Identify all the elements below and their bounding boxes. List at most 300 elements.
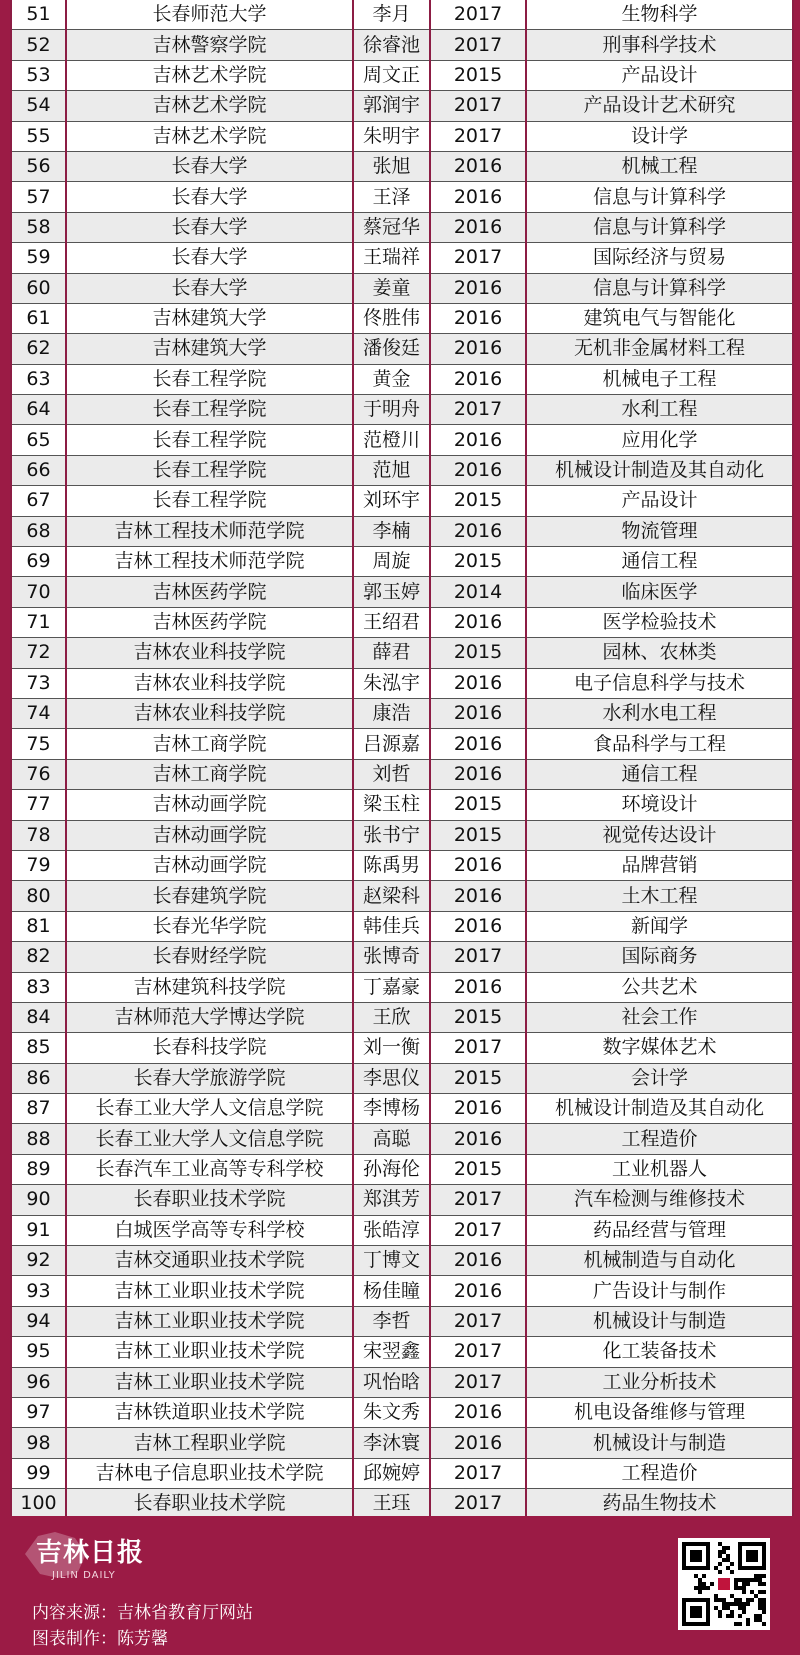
rank-cell: 52	[11, 30, 66, 60]
student-name-cell: 康浩	[353, 698, 430, 728]
school-cell: 吉林工业职业技术学院	[66, 1337, 353, 1367]
newspaper-logo-subtitle: JILIN DAILY	[52, 1570, 116, 1581]
major-cell: 工业分析技术	[526, 1367, 793, 1397]
school-cell: 吉林工商学院	[66, 759, 353, 789]
rank-cell: 84	[11, 1002, 66, 1032]
school-cell: 长春师范大学	[66, 0, 353, 30]
table-row	[11, 1033, 793, 1063]
year-cell: 2016	[430, 668, 526, 698]
school-cell: 吉林建筑大学	[66, 334, 353, 364]
school-cell: 吉林工程技术师范学院	[66, 516, 353, 546]
school-cell: 吉林师范大学博达学院	[66, 1002, 353, 1032]
table-row	[11, 121, 793, 151]
major-cell: 产品设计	[526, 60, 793, 90]
year-cell: 2016	[430, 425, 526, 455]
year-cell: 2017	[430, 1306, 526, 1336]
year-cell: 2017	[430, 0, 526, 30]
school-cell: 吉林农业科技学院	[66, 638, 353, 668]
table-row	[11, 729, 793, 759]
school-cell: 吉林建筑大学	[66, 303, 353, 333]
school-cell: 吉林农业科技学院	[66, 668, 353, 698]
table-row	[11, 759, 793, 789]
rank-cell: 59	[11, 243, 66, 273]
table-row	[11, 1276, 793, 1306]
student-name-cell: 孙海伦	[353, 1154, 430, 1184]
school-cell: 长春工程学院	[66, 364, 353, 394]
major-cell: 通信工程	[526, 759, 793, 789]
rank-cell: 85	[11, 1033, 66, 1063]
school-cell: 吉林动画学院	[66, 790, 353, 820]
year-cell: 2017	[430, 1215, 526, 1245]
student-name-cell: 范旭	[353, 455, 430, 485]
rank-cell: 87	[11, 1094, 66, 1124]
year-cell: 2016	[430, 1124, 526, 1154]
major-cell: 药品经营与管理	[526, 1215, 793, 1245]
rank-cell: 54	[11, 91, 66, 121]
student-name-cell: 李楠	[353, 516, 430, 546]
table-row	[11, 1397, 793, 1427]
year-cell: 2015	[430, 1154, 526, 1184]
rank-cell: 86	[11, 1063, 66, 1093]
rank-cell: 62	[11, 334, 66, 364]
major-cell: 机械工程	[526, 151, 793, 181]
table-body	[11, 0, 793, 1519]
student-name-cell: 刘环宇	[353, 486, 430, 516]
school-cell: 长春职业技术学院	[66, 1185, 353, 1215]
school-cell: 吉林工商学院	[66, 729, 353, 759]
major-cell: 临床医学	[526, 577, 793, 607]
student-name-cell: 巩怡晗	[353, 1367, 430, 1397]
table-row	[11, 91, 793, 121]
rank-cell: 100	[11, 1489, 66, 1519]
major-cell: 机械设计制造及其自动化	[526, 1094, 793, 1124]
major-cell: 设计学	[526, 121, 793, 151]
student-name-cell: 李哲	[353, 1306, 430, 1336]
major-cell: 医学检验技术	[526, 607, 793, 637]
school-cell: 吉林工程职业学院	[66, 1428, 353, 1458]
table-row	[11, 425, 793, 455]
major-cell: 汽车检测与维修技术	[526, 1185, 793, 1215]
rank-cell: 72	[11, 638, 66, 668]
student-name-cell: 韩佳兵	[353, 911, 430, 941]
table-row	[11, 881, 793, 911]
school-cell: 长春大学旅游学院	[66, 1063, 353, 1093]
student-name-cell: 梁玉柱	[353, 790, 430, 820]
student-name-cell: 张皓淳	[353, 1215, 430, 1245]
rank-cell: 67	[11, 486, 66, 516]
student-name-cell: 赵梁科	[353, 881, 430, 911]
rank-cell: 96	[11, 1367, 66, 1397]
school-cell: 长春工程学院	[66, 486, 353, 516]
major-cell: 无机非金属材料工程	[526, 334, 793, 364]
student-name-cell: 王泽	[353, 182, 430, 212]
student-name-cell: 潘俊廷	[353, 334, 430, 364]
school-cell: 吉林工业职业技术学院	[66, 1306, 353, 1336]
footer	[0, 1516, 800, 1655]
year-cell: 2016	[430, 850, 526, 880]
rank-cell: 64	[11, 395, 66, 425]
year-cell: 2017	[430, 1367, 526, 1397]
year-cell: 2016	[430, 364, 526, 394]
student-name-cell: 李博杨	[353, 1094, 430, 1124]
table-row	[11, 607, 793, 637]
rank-cell: 73	[11, 668, 66, 698]
table-row	[11, 212, 793, 242]
major-cell: 园林、农林类	[526, 638, 793, 668]
student-name-cell: 邱婉婷	[353, 1458, 430, 1488]
major-cell: 广告设计与制作	[526, 1276, 793, 1306]
student-name-cell: 刘一衡	[353, 1033, 430, 1063]
rank-cell: 98	[11, 1428, 66, 1458]
school-cell: 吉林工程技术师范学院	[66, 547, 353, 577]
rank-cell: 60	[11, 273, 66, 303]
rank-cell: 78	[11, 820, 66, 850]
student-name-cell: 王珏	[353, 1489, 430, 1519]
student-name-cell: 朱文秀	[353, 1397, 430, 1427]
student-name-cell: 宋翌鑫	[353, 1337, 430, 1367]
table-row	[11, 303, 793, 333]
rank-cell: 51	[11, 0, 66, 30]
rank-cell: 61	[11, 303, 66, 333]
year-cell: 2015	[430, 486, 526, 516]
year-cell: 2017	[430, 91, 526, 121]
school-cell: 长春工程学院	[66, 395, 353, 425]
table-row	[11, 60, 793, 90]
school-cell: 吉林工业职业技术学院	[66, 1367, 353, 1397]
student-name-cell: 陈禹男	[353, 850, 430, 880]
major-cell: 生物科学	[526, 0, 793, 30]
table-row	[11, 1458, 793, 1488]
table-row	[11, 820, 793, 850]
table-row	[11, 547, 793, 577]
rank-cell: 79	[11, 850, 66, 880]
rank-cell: 71	[11, 607, 66, 637]
school-cell: 吉林动画学院	[66, 820, 353, 850]
table-row	[11, 182, 793, 212]
major-cell: 机械电子工程	[526, 364, 793, 394]
major-cell: 化工装备技术	[526, 1337, 793, 1367]
rank-cell: 63	[11, 364, 66, 394]
table-row	[11, 1428, 793, 1458]
table-row	[11, 698, 793, 728]
school-cell: 吉林艺术学院	[66, 60, 353, 90]
table-row	[11, 364, 793, 394]
rank-cell: 70	[11, 577, 66, 607]
year-cell: 2016	[430, 881, 526, 911]
student-name-cell: 郑淇芳	[353, 1185, 430, 1215]
major-cell: 水利水电工程	[526, 698, 793, 728]
content-source: 内容来源：吉林省教育厅网站	[32, 1603, 253, 1623]
major-cell: 水利工程	[526, 395, 793, 425]
table-row	[11, 911, 793, 941]
student-name-cell: 李沐寰	[353, 1428, 430, 1458]
year-cell: 2017	[430, 121, 526, 151]
table-row	[11, 334, 793, 364]
major-cell: 工程造价	[526, 1458, 793, 1488]
rank-cell: 83	[11, 972, 66, 1002]
major-cell: 土木工程	[526, 881, 793, 911]
student-name-cell: 张书宁	[353, 820, 430, 850]
student-name-cell: 郭润宇	[353, 91, 430, 121]
table-row	[11, 1002, 793, 1032]
major-cell: 国际经济与贸易	[526, 243, 793, 273]
major-cell: 机电设备维修与管理	[526, 1397, 793, 1427]
table-row	[11, 1489, 793, 1519]
year-cell: 2016	[430, 698, 526, 728]
rank-cell: 74	[11, 698, 66, 728]
rank-cell: 76	[11, 759, 66, 789]
major-cell: 信息与计算科学	[526, 182, 793, 212]
school-cell: 长春汽车工业高等专科学校	[66, 1154, 353, 1184]
major-cell: 应用化学	[526, 425, 793, 455]
major-cell: 建筑电气与智能化	[526, 303, 793, 333]
year-cell: 2015	[430, 1002, 526, 1032]
school-cell: 吉林艺术学院	[66, 91, 353, 121]
year-cell: 2016	[430, 182, 526, 212]
school-cell: 长春大学	[66, 273, 353, 303]
school-cell: 长春大学	[66, 243, 353, 273]
year-cell: 2014	[430, 577, 526, 607]
major-cell: 通信工程	[526, 547, 793, 577]
year-cell: 2016	[430, 151, 526, 181]
major-cell: 物流管理	[526, 516, 793, 546]
school-cell: 吉林工业职业技术学院	[66, 1276, 353, 1306]
school-cell: 长春建筑学院	[66, 881, 353, 911]
year-cell: 2016	[430, 455, 526, 485]
table-row	[11, 668, 793, 698]
student-name-cell: 王瑞祥	[353, 243, 430, 273]
table-row	[11, 972, 793, 1002]
table-row	[11, 1063, 793, 1093]
student-name-cell: 薛君	[353, 638, 430, 668]
school-cell: 吉林铁道职业技术学院	[66, 1397, 353, 1427]
rank-cell: 66	[11, 455, 66, 485]
qr-code-icon[interactable]	[678, 1538, 770, 1630]
year-cell: 2016	[430, 607, 526, 637]
school-cell: 长春财经学院	[66, 942, 353, 972]
rank-cell: 91	[11, 1215, 66, 1245]
school-cell: 长春工程学院	[66, 455, 353, 485]
rank-cell: 77	[11, 790, 66, 820]
school-cell: 吉林建筑科技学院	[66, 972, 353, 1002]
school-cell: 吉林医药学院	[66, 577, 353, 607]
year-cell: 2016	[430, 334, 526, 364]
major-cell: 国际商务	[526, 942, 793, 972]
table-row	[11, 455, 793, 485]
table-row	[11, 577, 793, 607]
student-name-cell: 吕源嘉	[353, 729, 430, 759]
year-cell: 2016	[430, 1428, 526, 1458]
table-row	[11, 850, 793, 880]
rank-cell: 69	[11, 547, 66, 577]
rank-cell: 88	[11, 1124, 66, 1154]
major-cell: 视觉传达设计	[526, 820, 793, 850]
major-cell: 品牌营销	[526, 850, 793, 880]
year-cell: 2017	[430, 30, 526, 60]
year-cell: 2017	[430, 1489, 526, 1519]
school-cell: 长春大学	[66, 212, 353, 242]
table-row	[11, 486, 793, 516]
rank-cell: 57	[11, 182, 66, 212]
student-name-cell: 丁嘉豪	[353, 972, 430, 1002]
year-cell: 2016	[430, 1246, 526, 1276]
school-cell: 长春光华学院	[66, 911, 353, 941]
school-cell: 长春大学	[66, 151, 353, 181]
rank-cell: 68	[11, 516, 66, 546]
year-cell: 2016	[430, 1276, 526, 1306]
school-cell: 吉林电子信息职业技术学院	[66, 1458, 353, 1488]
rank-cell: 89	[11, 1154, 66, 1184]
table-row	[11, 30, 793, 60]
student-name-cell: 张旭	[353, 151, 430, 181]
school-cell: 吉林动画学院	[66, 850, 353, 880]
year-cell: 2016	[430, 212, 526, 242]
year-cell: 2015	[430, 638, 526, 668]
student-name-cell: 周旋	[353, 547, 430, 577]
table-row	[11, 395, 793, 425]
student-name-cell: 于明舟	[353, 395, 430, 425]
table-row	[11, 273, 793, 303]
major-cell: 新闻学	[526, 911, 793, 941]
year-cell: 2017	[430, 1458, 526, 1488]
year-cell: 2017	[430, 243, 526, 273]
rank-cell: 99	[11, 1458, 66, 1488]
major-cell: 数字媒体艺术	[526, 1033, 793, 1063]
table-row	[11, 151, 793, 181]
table-row	[11, 1094, 793, 1124]
ranking-table	[10, 0, 792, 1520]
year-cell: 2017	[430, 1337, 526, 1367]
year-cell: 2016	[430, 729, 526, 759]
student-name-cell: 李思仪	[353, 1063, 430, 1093]
major-cell: 信息与计算科学	[526, 273, 793, 303]
school-cell: 吉林艺术学院	[66, 121, 353, 151]
student-name-cell: 范橙川	[353, 425, 430, 455]
major-cell: 机械制造与自动化	[526, 1246, 793, 1276]
rank-cell: 58	[11, 212, 66, 242]
rank-cell: 65	[11, 425, 66, 455]
major-cell: 产品设计	[526, 486, 793, 516]
major-cell: 药品生物技术	[526, 1489, 793, 1519]
school-cell: 白城医学高等专科学校	[66, 1215, 353, 1245]
major-cell: 机械设计与制造	[526, 1428, 793, 1458]
year-cell: 2016	[430, 1397, 526, 1427]
major-cell: 机械设计制造及其自动化	[526, 455, 793, 485]
student-name-cell: 王欣	[353, 1002, 430, 1032]
rank-cell: 81	[11, 911, 66, 941]
major-cell: 环境设计	[526, 790, 793, 820]
year-cell: 2016	[430, 759, 526, 789]
year-cell: 2016	[430, 911, 526, 941]
rank-cell: 80	[11, 881, 66, 911]
rank-cell: 93	[11, 1276, 66, 1306]
student-name-cell: 周文正	[353, 60, 430, 90]
major-cell: 食品科学与工程	[526, 729, 793, 759]
major-cell: 社会工作	[526, 1002, 793, 1032]
major-cell: 电子信息科学与技术	[526, 668, 793, 698]
major-cell: 工业机器人	[526, 1154, 793, 1184]
major-cell: 工程造价	[526, 1124, 793, 1154]
year-cell: 2015	[430, 547, 526, 577]
student-name-cell: 李月	[353, 0, 430, 30]
rank-cell: 94	[11, 1306, 66, 1336]
year-cell: 2016	[430, 972, 526, 1002]
table-row	[11, 1185, 793, 1215]
school-cell: 吉林交通职业技术学院	[66, 1246, 353, 1276]
year-cell: 2017	[430, 1033, 526, 1063]
rank-cell: 95	[11, 1337, 66, 1367]
student-name-cell: 蔡冠华	[353, 212, 430, 242]
school-cell: 长春工业大学人文信息学院	[66, 1124, 353, 1154]
table-row	[11, 243, 793, 273]
rank-cell: 90	[11, 1185, 66, 1215]
table-row	[11, 1124, 793, 1154]
table-row	[11, 638, 793, 668]
student-name-cell: 杨佳瞳	[353, 1276, 430, 1306]
student-name-cell: 王绍君	[353, 607, 430, 637]
rank-cell: 82	[11, 942, 66, 972]
school-cell: 吉林医药学院	[66, 607, 353, 637]
year-cell: 2016	[430, 1094, 526, 1124]
rank-cell: 56	[11, 151, 66, 181]
school-cell: 长春工业大学人文信息学院	[66, 1094, 353, 1124]
student-name-cell: 朱泓宇	[353, 668, 430, 698]
student-name-cell: 姜童	[353, 273, 430, 303]
student-name-cell: 黄金	[353, 364, 430, 394]
student-name-cell: 刘哲	[353, 759, 430, 789]
major-cell: 信息与计算科学	[526, 212, 793, 242]
student-name-cell: 佟胜伟	[353, 303, 430, 333]
major-cell: 机械设计与制造	[526, 1306, 793, 1336]
table-row	[11, 1215, 793, 1245]
year-cell: 2015	[430, 790, 526, 820]
rank-cell: 92	[11, 1246, 66, 1276]
student-name-cell: 高聪	[353, 1124, 430, 1154]
school-cell: 吉林警察学院	[66, 30, 353, 60]
table-row	[11, 1337, 793, 1367]
year-cell: 2016	[430, 303, 526, 333]
major-cell: 会计学	[526, 1063, 793, 1093]
year-cell: 2016	[430, 273, 526, 303]
school-cell: 吉林农业科技学院	[66, 698, 353, 728]
table-row	[11, 1246, 793, 1276]
year-cell: 2015	[430, 820, 526, 850]
rank-cell: 55	[11, 121, 66, 151]
student-name-cell: 丁博文	[353, 1246, 430, 1276]
table-row	[11, 516, 793, 546]
major-cell: 产品设计艺术研究	[526, 91, 793, 121]
major-cell: 刑事科学技术	[526, 30, 793, 60]
student-name-cell: 朱明宇	[353, 121, 430, 151]
year-cell: 2017	[430, 942, 526, 972]
table-row	[11, 942, 793, 972]
qr-code-graphic	[682, 1542, 766, 1626]
school-cell: 长春职业技术学院	[66, 1489, 353, 1519]
year-cell: 2017	[430, 1185, 526, 1215]
table-row	[11, 790, 793, 820]
year-cell: 2016	[430, 516, 526, 546]
major-cell: 公共艺术	[526, 972, 793, 1002]
school-cell: 长春科技学院	[66, 1033, 353, 1063]
student-name-cell: 徐睿池	[353, 30, 430, 60]
rank-cell: 97	[11, 1397, 66, 1427]
table-row	[11, 1154, 793, 1184]
student-name-cell: 郭玉婷	[353, 577, 430, 607]
rank-cell: 53	[11, 60, 66, 90]
student-name-cell: 张博奇	[353, 942, 430, 972]
school-cell: 长春大学	[66, 182, 353, 212]
rank-cell: 75	[11, 729, 66, 759]
